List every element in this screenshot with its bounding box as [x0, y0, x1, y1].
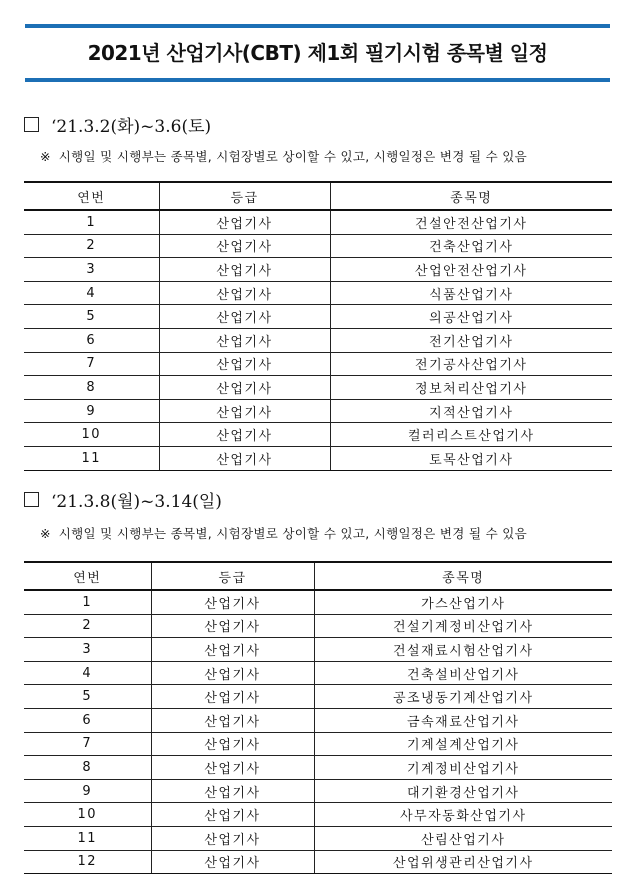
cell-subject: 산업위생관리산업기사: [314, 850, 612, 874]
cell-subject: 의공산업기사: [330, 305, 612, 329]
cell-subject: 건축산업기사: [330, 234, 612, 258]
cell-number: 7: [24, 352, 159, 376]
cell-grade: 산업기사: [151, 638, 314, 662]
cell-grade: 산업기사: [151, 614, 314, 638]
column-header-subject: 종목명: [330, 182, 612, 210]
table-row: [24, 661, 612, 685]
cell-subject: 산림산업기사: [314, 826, 612, 850]
table-header-row: [24, 562, 612, 590]
table-row: [24, 708, 612, 732]
checkbox-icon: [24, 117, 39, 132]
cell-grade: 산업기사: [151, 850, 314, 874]
column-header-subject: 종목명: [314, 562, 612, 590]
cell-grade: 산업기사: [159, 281, 330, 305]
cell-number: 1: [24, 590, 151, 614]
cell-number: 6: [24, 328, 159, 352]
section-2-date-range: ‘21.3.8(월)~3.14(일): [51, 492, 222, 512]
cell-grade: 산업기사: [151, 661, 314, 685]
table-row: [24, 258, 612, 282]
cell-number: 4: [24, 661, 151, 685]
schedule-table-1: [24, 181, 612, 471]
title-top-rule: [25, 24, 610, 28]
cell-number: 2: [24, 234, 159, 258]
table-row: [24, 732, 612, 756]
cell-subject: 정보처리산업기사: [330, 376, 612, 400]
cell-number: 1: [24, 210, 159, 234]
cell-grade: 산업기사: [151, 708, 314, 732]
cell-subject: 가스산업기사: [314, 590, 612, 614]
table-row: [24, 281, 612, 305]
table-row: [24, 756, 612, 780]
table-row: [24, 685, 612, 709]
cell-grade: 산업기사: [151, 779, 314, 803]
cell-grade: 산업기사: [151, 826, 314, 850]
cell-subject: 기계정비산업기사: [314, 756, 612, 780]
cell-subject: 토목산업기사: [330, 446, 612, 470]
table-row: [24, 638, 612, 662]
title-bottom-rule: [25, 78, 610, 82]
cell-number: 12: [24, 850, 151, 874]
cell-number: 10: [24, 423, 159, 447]
table-header-row: [24, 182, 612, 210]
table-row: [24, 234, 612, 258]
table-row: [24, 850, 612, 874]
cell-subject: 컬러리스트산업기사: [330, 423, 612, 447]
cell-number: 10: [24, 803, 151, 827]
column-header-grade: 등급: [159, 182, 330, 210]
table-row: [24, 779, 612, 803]
cell-grade: 산업기사: [159, 423, 330, 447]
cell-grade: 산업기사: [159, 234, 330, 258]
table-body: [24, 210, 612, 470]
cell-grade: 산업기사: [159, 258, 330, 282]
cell-grade: 산업기사: [159, 210, 330, 234]
column-header-number: 연번: [24, 562, 151, 590]
cell-grade: 산업기사: [159, 352, 330, 376]
cell-number: 11: [24, 446, 159, 470]
cell-grade: 산업기사: [151, 685, 314, 709]
table-body: [24, 590, 612, 874]
table-row: [24, 826, 612, 850]
table-row: [24, 376, 612, 400]
table-row: [24, 352, 612, 376]
reference-mark: ※: [40, 526, 51, 541]
cell-grade: 산업기사: [159, 328, 330, 352]
cell-number: 3: [24, 258, 159, 282]
cell-subject: 전기산업기사: [330, 328, 612, 352]
cell-subject: 지적산업기사: [330, 399, 612, 423]
cell-number: 2: [24, 614, 151, 638]
cell-number: 6: [24, 708, 151, 732]
cell-subject: 공조냉동기계산업기사: [314, 685, 612, 709]
table-row: [24, 614, 612, 638]
column-header-number: 연번: [24, 182, 159, 210]
cell-grade: 산업기사: [159, 446, 330, 470]
table-row: [24, 423, 612, 447]
table-row: [24, 328, 612, 352]
cell-subject: 건설안전산업기사: [330, 210, 612, 234]
cell-number: 7: [24, 732, 151, 756]
table-row: [24, 305, 612, 329]
cell-grade: 산업기사: [151, 732, 314, 756]
cell-grade: 산업기사: [159, 305, 330, 329]
cell-number: 3: [24, 638, 151, 662]
cell-subject: 건설기계정비산업기사: [314, 614, 612, 638]
cell-subject: 기계설계산업기사: [314, 732, 612, 756]
table-row: [24, 446, 612, 470]
page-title: 2021년 산업기사(CBT) 제1회 필기시험 종목별 일정: [87, 41, 548, 65]
cell-subject: 건축설비산업기사: [314, 661, 612, 685]
section-2-heading: [24, 487, 222, 512]
cell-subject: 전기공사산업기사: [330, 352, 612, 376]
reference-mark: ※: [40, 149, 51, 164]
cell-grade: 산업기사: [151, 756, 314, 780]
table-row: [24, 210, 612, 234]
table-row: [24, 803, 612, 827]
cell-number: 9: [24, 399, 159, 423]
checkbox-icon: [24, 492, 39, 507]
column-header-grade: 등급: [151, 562, 314, 590]
cell-number: 5: [24, 305, 159, 329]
section-2-note: [40, 524, 527, 542]
cell-subject: 금속재료산업기사: [314, 708, 612, 732]
section-1-heading: [24, 112, 211, 137]
schedule-table-2: [24, 561, 612, 874]
cell-subject: 사무자동화산업기사: [314, 803, 612, 827]
cell-number: 9: [24, 779, 151, 803]
cell-grade: 산업기사: [159, 399, 330, 423]
table-row: [24, 590, 612, 614]
cell-subject: 산업안전산업기사: [330, 258, 612, 282]
cell-grade: 산업기사: [151, 803, 314, 827]
cell-subject: 식품산업기사: [330, 281, 612, 305]
cell-number: 8: [24, 376, 159, 400]
cell-number: 5: [24, 685, 151, 709]
cell-number: 8: [24, 756, 151, 780]
section-2-note-text: 시행일 및 시행부는 종목별, 시험장별로 상이할 수 있고, 시행일정은 변경 될 수 있음: [58, 526, 527, 541]
cell-subject: 대기환경산업기사: [314, 779, 612, 803]
table-row: [24, 399, 612, 423]
cell-grade: 산업기사: [159, 376, 330, 400]
section-1-note-text: 시행일 및 시행부는 종목별, 시험장별로 상이할 수 있고, 시행일정은 변경 될 수 있음: [58, 149, 527, 164]
cell-number: 4: [24, 281, 159, 305]
cell-number: 11: [24, 826, 151, 850]
cell-grade: 산업기사: [151, 590, 314, 614]
section-1-note: [40, 147, 527, 165]
cell-subject: 건설재료시험산업기사: [314, 638, 612, 662]
section-1-date-range: ‘21.3.2(화)~3.6(토): [51, 117, 212, 137]
